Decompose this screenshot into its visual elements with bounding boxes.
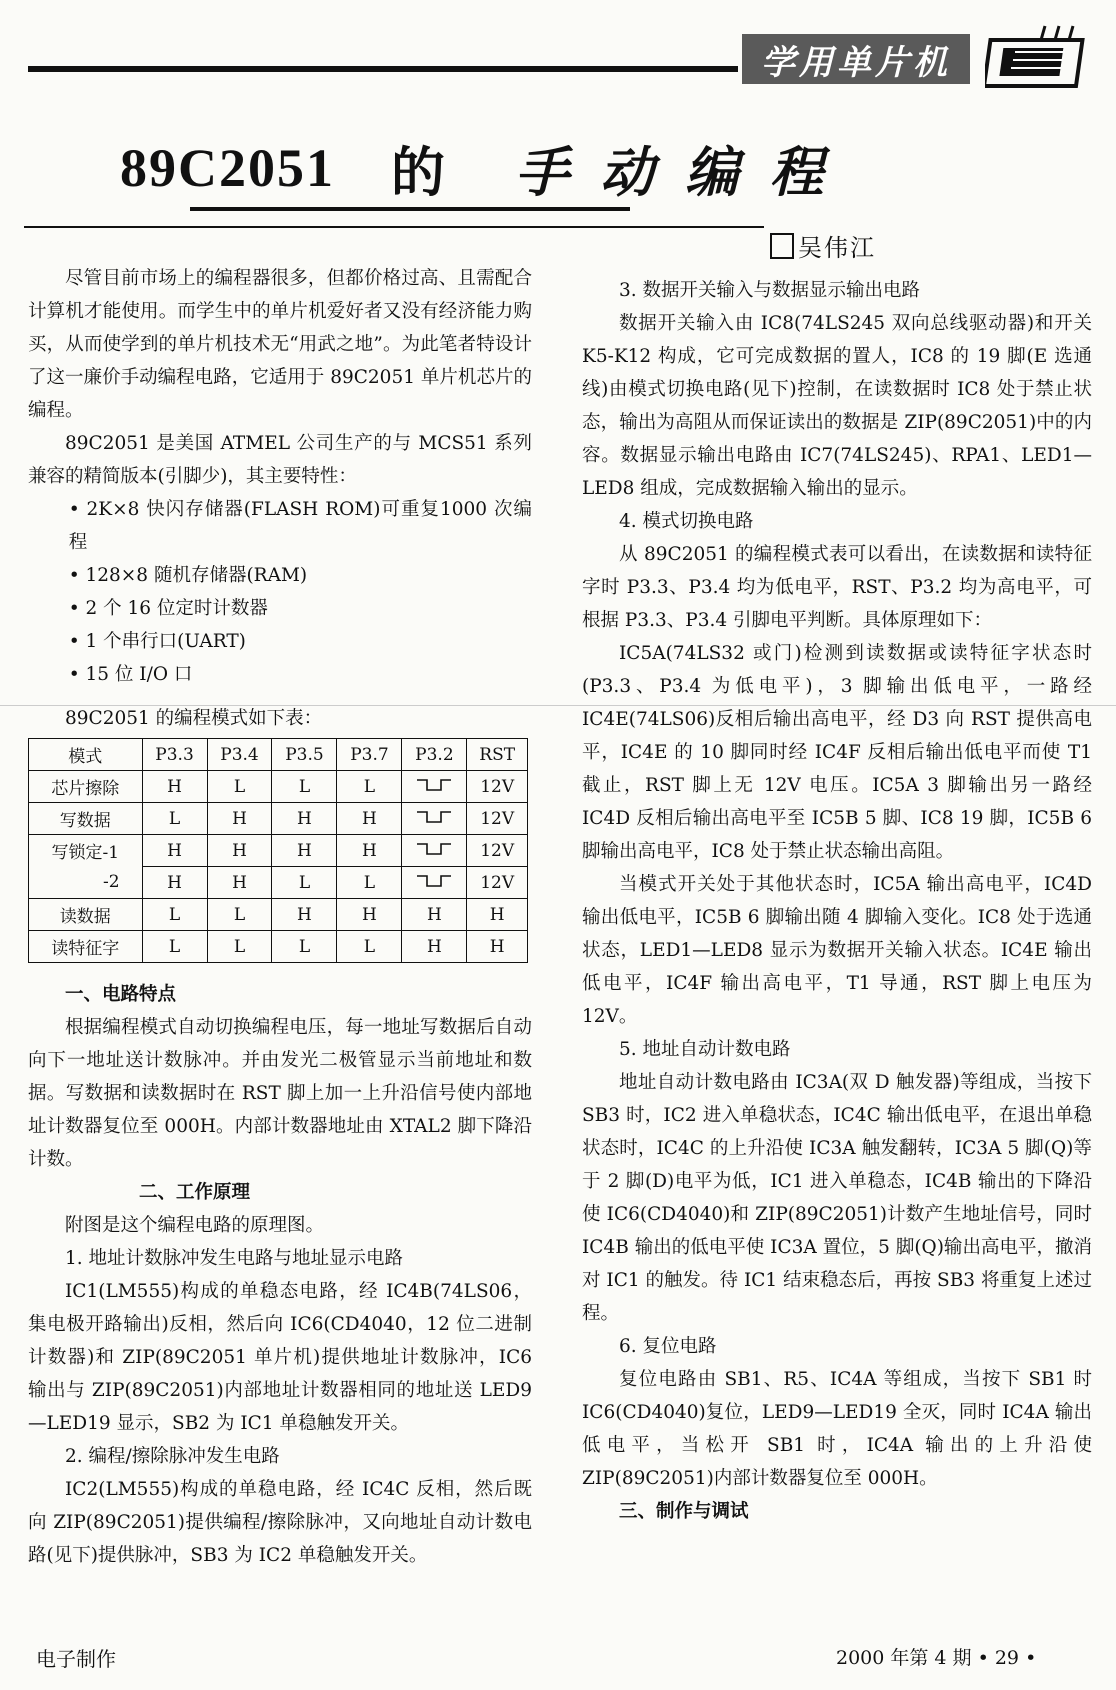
subsection-heading: 5. 地址自动计数电路 xyxy=(619,1039,791,1060)
table-cell: H xyxy=(467,931,528,963)
table-header: P3.4 xyxy=(207,739,272,771)
author-name: 吴伟江 xyxy=(798,234,876,262)
subsection-heading: 4. 模式切换电路 xyxy=(619,511,754,532)
author-byline xyxy=(770,228,876,263)
table-header: P3.3 xyxy=(142,739,207,771)
section-paragraph: 地址自动计数电路由 IC3A(双 D 触发器)等组成，当按下 SB3 时，IC2 进入单稳状态，IC4C 输出低电平，在退出单稳状态时，IC4C 的上升沿使 IC3A 触发翻转，IC3A 5 脚(Q)等于 2 脚(D)电平为低，IC1 进入单稳态，IC4B 输出的下降沿使 IC6(CD4040)和 ZIP(89C2051)计数产生地址信号，同时 IC4B 输出的低电平使 IC3A 置位，5 脚(Q)输出高电平，撤消对 IC1 的触发。待 IC1 结束稳态后，再按 SB3 将重复上述过程。 xyxy=(582,1072,1092,1324)
table-caption-wrap xyxy=(28,702,532,735)
pulse-waveform-icon xyxy=(417,874,451,888)
pulse-cell xyxy=(402,803,467,835)
pulse-waveform-icon xyxy=(417,810,451,824)
table-cell: H xyxy=(207,803,272,835)
feature-item: • 128×8 随机存储器(RAM) xyxy=(68,565,308,586)
table-header: P3.2 xyxy=(402,739,467,771)
column-name: 学用单片机 xyxy=(742,34,970,84)
title-main: 手 动 编 程 xyxy=(515,139,830,204)
issue-page-number: 2000 年第 4 期 • 29 • xyxy=(836,1647,1037,1669)
table-row xyxy=(29,931,528,963)
section-heading: 三、制作与调试 xyxy=(619,1501,749,1522)
table-cell: H xyxy=(337,803,402,835)
pulse-cell xyxy=(402,835,467,867)
left-column-bottom xyxy=(28,978,532,1572)
subsection-heading: 6. 复位电路 xyxy=(619,1336,717,1357)
table-cell: H xyxy=(337,835,402,867)
table-cell: H xyxy=(272,803,337,835)
section-paragraph: 数据开关输入由 IC8(74LS245 双向总线驱动器)和开关 K5-K12 构成，它可完成数据的置人，IC8 的 19 脚(E 选通线)由模式切换电路(见下)控制，在读数据时 IC8 处于禁止状态，输出为高阻从而保证读出的数据是 ZIP(89C2051)中的内容。数据显示输出电路由 IC7(74LS245)、RPA1、LED1—LED8 组成，完成数据输入输出的显示。 xyxy=(582,313,1092,499)
table-row xyxy=(29,771,528,803)
table-cell: H xyxy=(272,835,337,867)
pulse-cell xyxy=(402,771,467,803)
subsection-heading: 1. 地址计数脉冲发生电路与地址显示电路 xyxy=(65,1248,404,1269)
section-heading: 二、工作原理 xyxy=(139,1182,251,1203)
table-cell: 读数据 xyxy=(29,899,143,931)
pulse-waveform-icon xyxy=(417,778,451,792)
intro-paragraph-2: 89C2051 是美国 ATMEL 公司生产的与 MCS51 系列兼容的精简版本(引脚少)，其主要特性： xyxy=(28,433,532,487)
table-cell: L xyxy=(272,867,337,899)
table-cell: 12V xyxy=(467,867,528,899)
feature-item: • 2 个 16 位定时计数器 xyxy=(68,598,268,619)
table-header-row xyxy=(29,739,528,771)
table-cell: H xyxy=(272,899,337,931)
table-caption: 89C2051 的编程模式如下表： xyxy=(65,708,323,729)
section-paragraph: IC5A(74LS32 或门)检测到读数据或读特征字状态时(P3.3、P3.4 为低电平)，3 脚输出低电平，一路经 IC4E(74LS06)反相后输出高电平，经 D3 向 RST 提供高电平，IC4E 的 10 脚同时经 IC4F 反相后输出低电平而使 T1 截止，RST 脚上无 12V 电压。IC5A 3 脚输出另一路经 IC4D 反相后输出高电平至 IC5B 5 脚、IC8 19 脚，IC5B 6 脚输出高电平，IC8 处于禁止状态输出高阻。 xyxy=(582,643,1092,862)
feature-item: • 15 位 I/O 口 xyxy=(68,664,193,685)
table-cell: L xyxy=(272,771,337,803)
article-title xyxy=(120,128,1020,208)
magazine-name: 电子制作 xyxy=(36,1647,116,1671)
table-cell: H xyxy=(142,867,207,899)
table-cell: 写数据 xyxy=(29,803,143,835)
table-header: 模式 xyxy=(29,739,143,771)
table-cell: L xyxy=(337,867,402,899)
table-cell: H xyxy=(402,931,467,963)
table-cell: 12V xyxy=(467,835,528,867)
programming-mode-table xyxy=(28,738,528,963)
header-rule xyxy=(28,66,738,72)
section-paragraph: 复位电路由 SB1、R5、IC4A 等组成，当按下 SB1 时 IC6(CD4040)复位，LED9—LED19 全灭，同时 IC4A 输出低电平，当松开 SB1 时，IC4A 输出的上升沿使 ZIP(89C2051)内部计数器复位至 000H。 xyxy=(582,1369,1092,1489)
table-cell: 芯片擦除 xyxy=(29,771,143,803)
table-row xyxy=(29,867,528,899)
feature-item: • 2K×8 快闪存储器(FLASH ROM)可重复1000 次编程 xyxy=(68,499,532,553)
section-paragraph: 附图是这个编程电路的原理图。 xyxy=(65,1215,325,1236)
table-cell: L xyxy=(207,899,272,931)
table-cell: H xyxy=(142,835,207,867)
table-cell: 12V xyxy=(467,803,528,835)
title-rule xyxy=(24,226,764,228)
pulse-waveform-icon xyxy=(417,842,451,856)
table-cell: L xyxy=(337,931,402,963)
section-paragraph: 根据编程模式自动切换编程电压，每一地址写数据后自动向下一地址送计数脉冲。并由发光二极管显示当前地址和数据。写数据和读数据时在 RST 脚上加一上升沿信号使内部地址计数器复位至 000H。内部计数器地址由 XTAL2 脚下降沿计数。 xyxy=(28,1017,532,1170)
table-cell: L xyxy=(207,931,272,963)
subsection-heading: 3. 数据开关输入与数据显示输出电路 xyxy=(619,280,921,301)
table-cell: L xyxy=(142,931,207,963)
table-header: P3.5 xyxy=(272,739,337,771)
table-header: P3.7 xyxy=(337,739,402,771)
feature-item: • 1 个串行口(UART) xyxy=(68,631,246,652)
circuit-board-icon xyxy=(985,22,1095,96)
left-column-top xyxy=(28,262,532,691)
title-chip-name: 89C2051 xyxy=(120,138,335,198)
table-row xyxy=(29,899,528,931)
section-paragraph: IC1(LM555)构成的单稳态电路，经 IC4B(74LS06，集电极开路输出)反相，然后向 IC6(CD4040，12 位二进制计数器)和 ZIP(89C2051 单片机)提供地址计数脉冲，IC6 输出与 ZIP(89C2051)内部地址计数器相同的地址送 LED9—LED19 显示，SB2 为 IC1 单稳触发开关。 xyxy=(28,1281,532,1434)
title-particle: 的 xyxy=(391,139,451,204)
intro-paragraph-1: 尽管目前市场上的编程器很多，但都价格过高、且需配合计算机才能使用。而学生中的单片机爱好者又没有经济能力购买，从而使学到的单片机技术无“用武之地”。为此笔者特设计了这一廉价手动编程电路，它适用于 89C2051 单片机芯片的编程。 xyxy=(28,268,532,421)
table-cell: H xyxy=(207,835,272,867)
table-cell: L xyxy=(337,771,402,803)
table-row xyxy=(29,835,528,867)
table-cell: H xyxy=(467,899,528,931)
table-cell: H xyxy=(402,899,467,931)
table-cell: L xyxy=(142,803,207,835)
section-heading: 一、电路特点 xyxy=(65,984,177,1005)
pulse-cell xyxy=(402,867,467,899)
table-cell: H xyxy=(142,771,207,803)
table-cell: H xyxy=(337,899,402,931)
table-cell: 写锁定-1 xyxy=(29,835,143,867)
subsection-heading: 2. 编程/擦除脉冲发生电路 xyxy=(65,1446,280,1467)
title-underline xyxy=(190,207,630,211)
table-cell: 12V xyxy=(467,771,528,803)
section-paragraph: IC2(LM555)构成的单稳电路，经 IC4C 反相，然后既向 ZIP(89C2051)提供编程/擦除脉冲，又向地址自动计数电路(见下)提供脉冲，SB3 为 IC2 单稳触发开关。 xyxy=(28,1479,532,1566)
table-header: RST xyxy=(467,739,528,771)
table-cell: L xyxy=(272,931,337,963)
table-cell: L xyxy=(207,771,272,803)
table-row xyxy=(29,803,528,835)
table-cell: 读特征字 xyxy=(29,931,143,963)
table-cell: H xyxy=(207,867,272,899)
section-paragraph: 当模式开关处于其他状态时，IC5A 输出高电平，IC4D 输出低电平，IC5B 6 脚输出随 4 脚输入变化。IC8 处于选通状态，LED1—LED8 显示为数据开关输入状态。IC4E 输出低电平，IC4F 输出高电平，T1 导通，RST 脚上电压为 12V。 xyxy=(582,874,1092,1027)
table-cell: L xyxy=(142,899,207,931)
table-cell: -2 xyxy=(29,867,143,899)
author-box-icon xyxy=(770,233,794,259)
right-column xyxy=(582,274,1092,1528)
section-paragraph: 从 89C2051 的编程模式表可以看出，在读数据和读特征字时 P3.3、P3.4 均为低电平，RST、P3.2 均为高电平，可根据 P3.3、P3.4 引脚电平判断。具体原理如下： xyxy=(582,544,1092,631)
